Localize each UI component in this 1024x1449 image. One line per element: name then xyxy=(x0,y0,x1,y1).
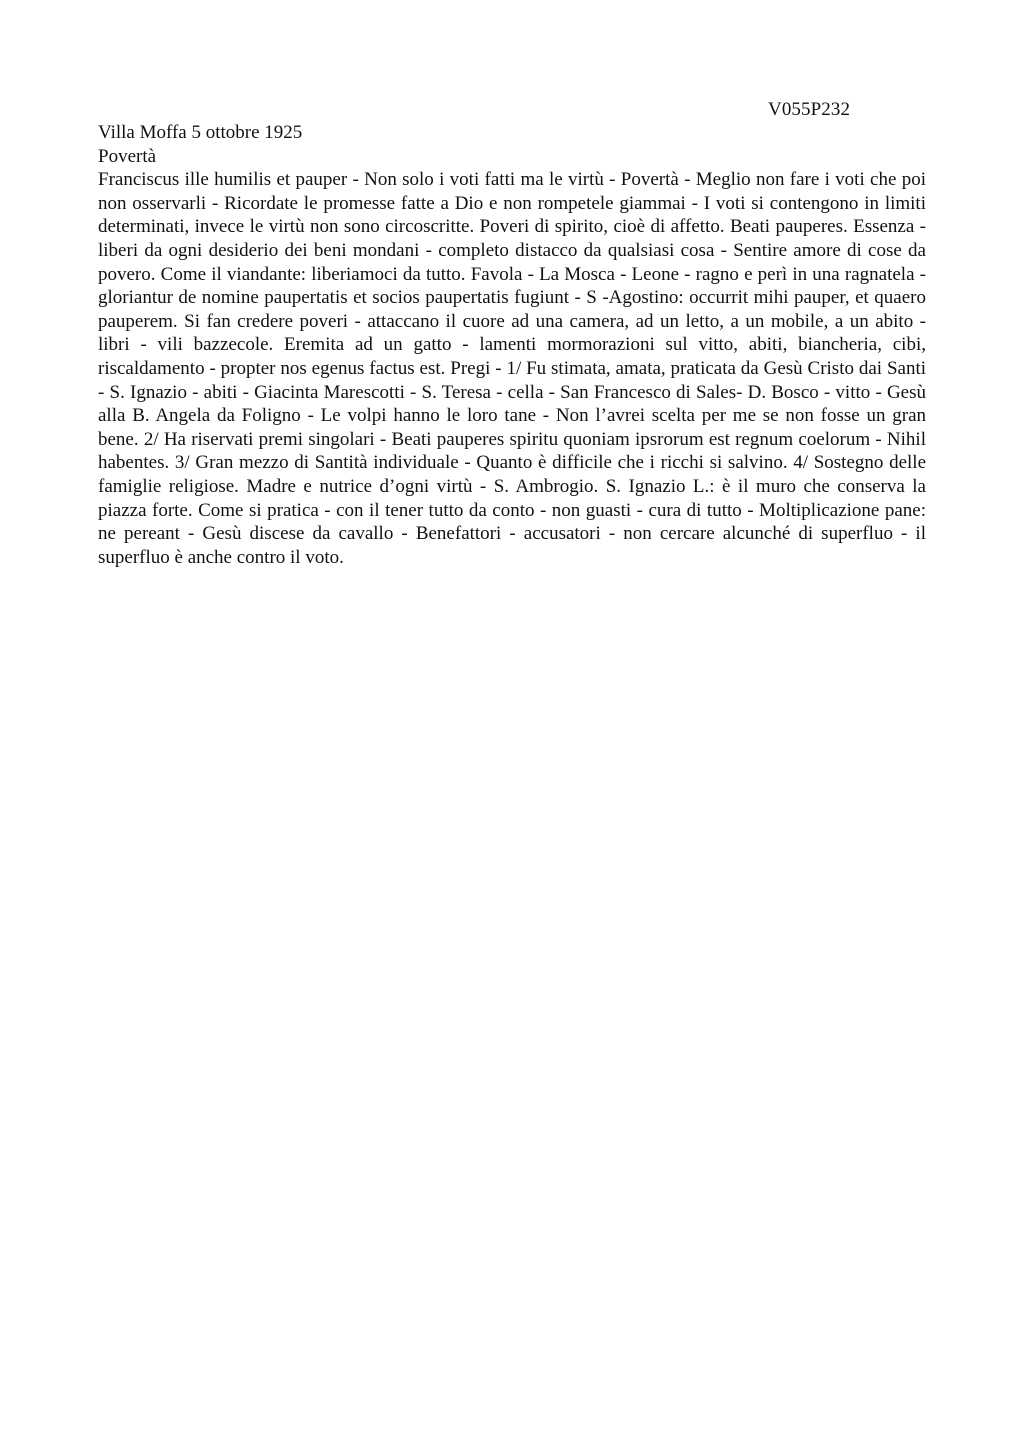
place-date: Villa Moffa 5 ottobre 1925 xyxy=(98,122,303,143)
document-title: Povertà xyxy=(98,145,157,167)
document-content xyxy=(98,121,926,569)
page-code: V055P232 xyxy=(768,99,851,120)
body-paragraph: Franciscus ille humilis et pauper - Non solo i voti fatti ma le virtù - Povertà - Meglio non fare i voti che poi non osservarli - Ricordate le promesse fatte a Dio e non rompetele giammai - I voti si contengono in limiti determinati, invece le virtù non sono circoscritte. Poveri di spirito, cioè di affetto. Beati pauperes. Essenza - liberi da ogni desiderio dei beni mondani - completo distacco da qualsiasi cosa - Sentire amore di cose da povero. Come il viandante: liberiamoci da tutto. Favola - La Mosca - Leone - ragno e perì in una ragnatela - gloriantur de nomine paupertatis et socios paupertatis fugiunt - S -Agostino: occurrit mihi pauper, et quaero pauperem. Si fan credere poveri - attaccano il cuore ad una camera, ad un letto, a un mobile, a un abito - libri - vili bazzecole. Eremita ad un gatto - lamenti mormorazioni sul vitto, abiti, biancheria, cibi, riscaldamento - propter nos egenus factus est. Pregi - 1/ Fu stimata, amata, praticata da Gesù Cristo dai Santi - S. Ignazio - abiti - Giacinta Marescotti - S. Teresa - cella - San Francesco di Sales- D. Bosco - vitto - Gesù alla B. Angela da Foligno - Le volpi hanno le loro tane - Non l’avrei scelta per me se non fosse un gran bene. 2/ Ha riservati premi singolari - Beati pauperes spiritu quoniam ipsrorum est regnum coelorum - Nihil habentes. 3/ Gran mezzo di Santità individuale - Quanto è difficile che i ricchi si salvino. 4/ Sostegno delle famiglie religiose. Madre e nutrice d’ogni virtù - S. Ambrogio. S. Ignazio L.: è il muro che conserva la piazza forte. Come si pratica - con il tener tutto da conto - non guasti - cura di tutto - Moltiplicazione pane: ne pereant - Gesù discese da cavallo - Benefattori - accusatori - non cercare alcunché di superfluo - il superfluo è anche contro il voto. xyxy=(98,169,926,568)
